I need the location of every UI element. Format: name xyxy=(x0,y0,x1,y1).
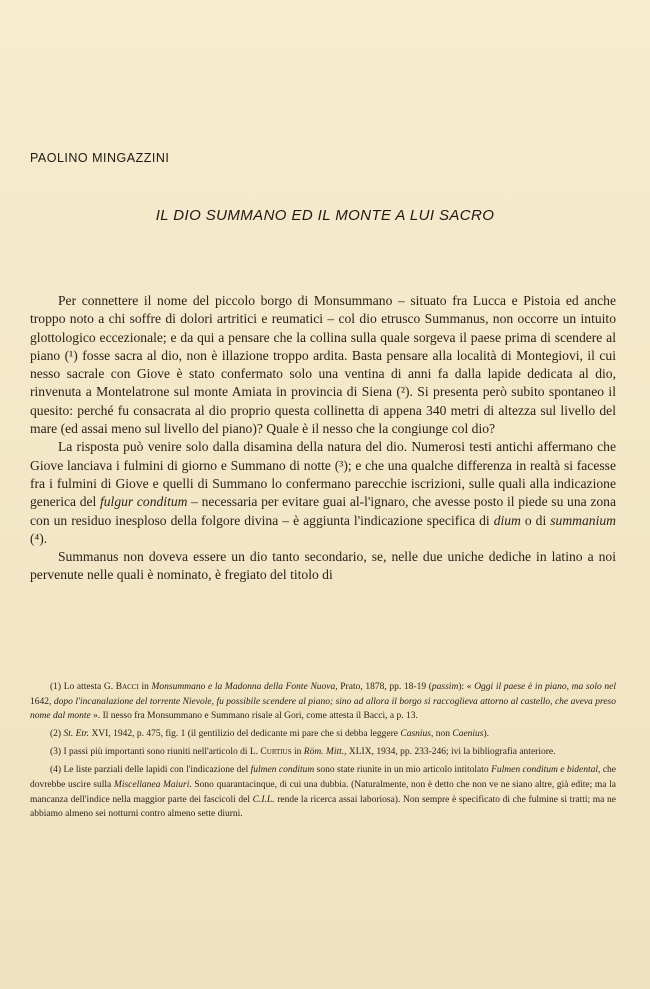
footnote-text: ): « xyxy=(458,682,475,692)
italic-term: dium xyxy=(493,512,521,528)
footnote-text: ). xyxy=(483,729,490,740)
quotation: Oggi il paese è in piano, ma solo nel xyxy=(474,682,616,692)
work-title: Miscellanea Maiuri xyxy=(113,780,190,791)
italic-term: fulgur conditum xyxy=(99,494,188,510)
work-title: C.I.L. xyxy=(252,794,275,805)
work-title: Monsummano e la Madonna della Fonte Nuova xyxy=(151,682,336,692)
paragraph-2-text: o di xyxy=(520,512,551,528)
italic-term: fulmen conditum xyxy=(250,765,315,776)
work-title: Fulmen conditum e bidental xyxy=(491,765,599,776)
footnote-text: XVI, 1942, p. 475, fig. 1 (il gentilizio del dedicante mi pare che si debba leggere xyxy=(89,729,401,740)
footnote-text: (4) Le liste parziali delle lapidi con l'indicazione del xyxy=(50,765,251,776)
paragraph-2-text: La risposta può venire solo dalla disamina della natura del dio. Numerosi testi antichi affermano che Giove lanciava i fulmini di giorno e Summano di notte (³); e che una qualche differenza in realtà si facesse fra i fulmini di Giove e quelli di Summano lo confermano parecchie iscrizioni, sulle quali alla indicazione generica del xyxy=(30,439,616,510)
author-name: PAOLINO MINGAZZINI xyxy=(30,151,170,165)
footnote-text: in xyxy=(291,747,304,758)
italic-term: Casnius xyxy=(400,729,431,740)
footnote-text: (1) Lo attesta G. xyxy=(50,682,116,692)
paragraph-2-text: – necessaria per evitare guai al-l'ignaro, che avesse posto il piede su una zona con un residuo inesploso della folgore divina – è aggiunta l'indicazione specifica di xyxy=(30,494,616,528)
work-title: Röm. Mitt. xyxy=(303,747,345,758)
footnotes xyxy=(30,680,616,825)
paragraph-3 xyxy=(30,548,616,585)
paragraph-2-text: (⁴). xyxy=(30,530,48,546)
footnote-text: , non xyxy=(430,729,453,740)
footnote-4 xyxy=(30,763,616,821)
footnote-2 xyxy=(30,727,616,742)
author-ref: Bacci xyxy=(115,682,139,692)
footnote-1 xyxy=(30,680,616,724)
work-title: St. Etr. xyxy=(63,729,90,740)
article-body xyxy=(30,292,616,585)
footnote-text: rende la ricerca assai laboriosa). Non sempre è specificato di che fulmine si tratti; ma ne abbiamo almeno sei notturni contro almeno sette diurni. xyxy=(30,794,616,820)
paragraph-1 xyxy=(30,292,616,438)
footnote-3 xyxy=(30,745,616,760)
footnote-text: (3) I passi più importanti sono riuniti nell'articolo di L. xyxy=(50,747,261,758)
footnote-text: ». Il nesso fra Monsummano e Summano risale al Gori, come attesta il Bacci, a p. 13. xyxy=(90,711,418,722)
quotation: dopo l'incanalazione del torrente Nievole, fu possibile scendere al piano; sino ad allora il borgo si raccoglieva attorno al castello, che aveva preso nome dal monte xyxy=(30,696,617,722)
footnote-text: in xyxy=(138,682,152,692)
footnote-text: , XLIX, 1934, pp. 233-246; ivi la bibliografia anteriore. xyxy=(344,747,556,758)
paragraph-2 xyxy=(30,438,616,548)
paragraph-1-text: Per connettere il nome del piccolo borgo di Monsummano – situato fra Lucca e Pistoia ed anche troppo noto a chi soffre di dolori artritici e reumatici – col dio etrusco Summanus, non occorre un intuito glottologico eccezionale; e da qui a pensare che la collina sulla quale sorgeva il paese prima di scendere al piano (¹) fosse sacra al dio, non è illazione troppo ardita. Basta pensare alla località di Montegiovi, il cui nesso sacrale con Giove è stato confermato solo una ventina di anni fa dalla lapide dedicata al dio, rinvenuta a Montelatrone sul monte Amiata in provincia di Siena (²). Si presenta però subito spontaneo il quesito: perché fu consacrata al dio proprio questa collinetta di appena 340 metri di altezza sul livello del mare (ed assai meno sul livello del piano)? Quale è il nesso che la congiunge col dio? xyxy=(30,293,616,437)
article-title: IL DIO SUMMANO ED IL MONTE A LUI SACRO xyxy=(155,207,495,224)
footnote-text: 1642, xyxy=(30,696,54,707)
italic-term: Caenius xyxy=(452,729,484,740)
paragraph-3-text: Summanus non doveva essere un dio tanto secondario, se, nelle due uniche dediche in latino a noi pervenute nelle quali è nominato, è fregiato del titolo di xyxy=(30,549,616,583)
footnote-text: (2) xyxy=(50,729,64,740)
italic-term: passim xyxy=(431,682,459,692)
italic-term: summanium xyxy=(550,512,616,528)
footnote-text: , Prato, 1878, pp. 18-19 ( xyxy=(335,682,432,692)
author-ref: Curtius xyxy=(260,747,292,758)
footnote-text: sono state riunite in un mio articolo intitolato xyxy=(314,765,492,776)
footnote-text: , che dovrebbe uscire sulla xyxy=(30,765,616,791)
footnote-text: . Sono quarantacinque, di cui una dubbia. (Naturalmente, non è detto che non ve ne siano altre, già edite; ma la mancanza dell'indice nella maggior parte dei fascicoli del xyxy=(30,780,616,805)
